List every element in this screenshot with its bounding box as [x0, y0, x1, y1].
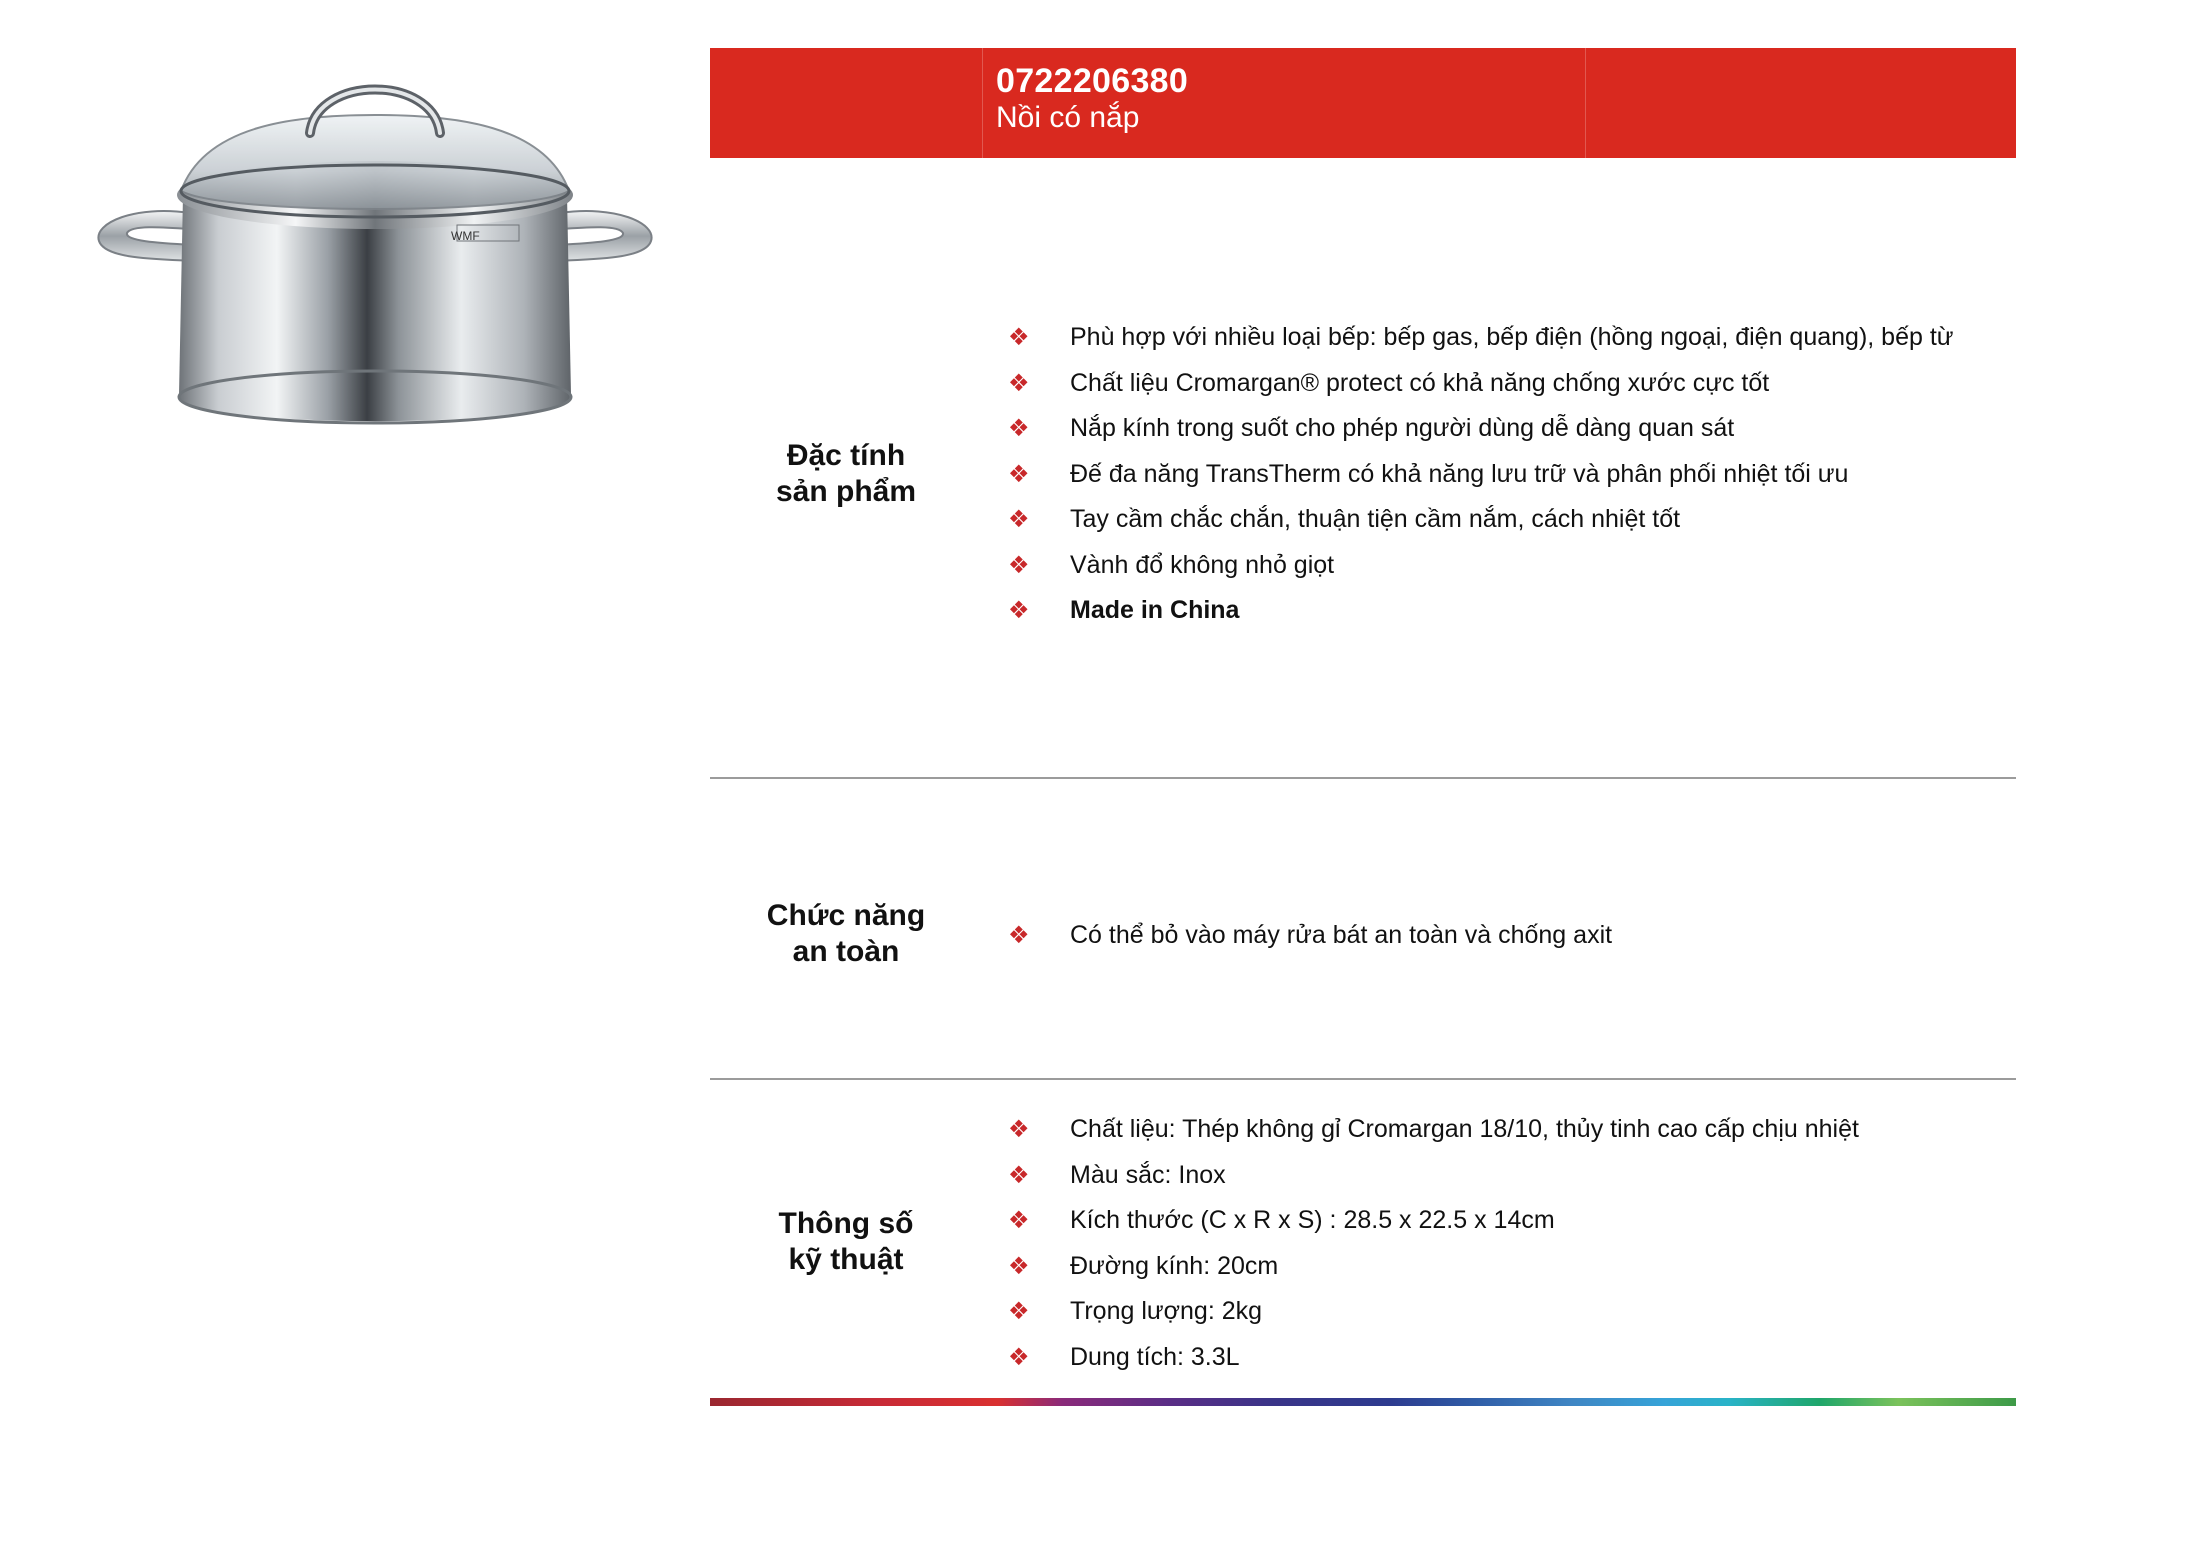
diamond-bullet-icon: ❖	[1008, 1298, 1030, 1325]
list-item: ❖ Dung tích: 3.3L	[1008, 1335, 1859, 1381]
section-label-line: Chức năng	[766, 899, 926, 932]
diamond-bullet-icon: ❖	[1008, 1343, 1030, 1371]
features-list	[1008, 315, 1954, 634]
section-label-line: kỹ thuật	[788, 1243, 904, 1276]
list-item: ❖ Chất liệu Cromargan® protect có khả năng chống xước cực tốt	[1008, 361, 1954, 407]
section-label-line: Đặc tính	[786, 439, 906, 472]
section-label-line: Thông số	[778, 1207, 914, 1240]
section-label-features	[710, 438, 982, 510]
specs-list	[1008, 1107, 1859, 1380]
product-image-pot	[95, 45, 655, 455]
section-label-line: sản phẩm	[775, 475, 917, 508]
diamond-bullet-icon: ❖	[1008, 1116, 1030, 1143]
diamond-bullet-icon: ❖	[1008, 324, 1030, 351]
section-divider	[710, 777, 2016, 779]
list-item: ❖ Tay cầm chắc chắn, thuận tiện cầm nắm, cách nhiệt tốt	[1008, 497, 1954, 543]
diamond-bullet-icon: ❖	[1008, 460, 1030, 488]
list-item: ❖ Đường kính: 20cm	[1008, 1244, 1859, 1290]
section-label-specs	[710, 1206, 982, 1278]
svg-text:WMF: WMF	[451, 229, 480, 243]
list-item: ❖ Nắp kính trong suốt cho phép người dùng dễ dàng quan sát	[1008, 406, 1954, 452]
diamond-bullet-icon: ❖	[1008, 1161, 1030, 1189]
list-item: ❖ Chất liệu: Thép không gỉ Cromargan 18/10, thủy tinh cao cấp chịu nhiệt	[1008, 1107, 1859, 1153]
product-name: Nồi có nắp	[996, 101, 1140, 134]
list-item: ❖ Phù hợp với nhiều loại bếp: bếp gas, bếp điện (hồng ngoại, điện quang), bếp từ	[1008, 315, 1954, 361]
list-item: ❖ Made in China	[1008, 588, 1954, 634]
list-item: ❖ Có thể bỏ vào máy rửa bát an toàn và chống axit	[1008, 913, 1612, 959]
diamond-bullet-icon: ❖	[1008, 1252, 1030, 1280]
color-strip-footer	[710, 1398, 2016, 1406]
section-label-safety	[710, 898, 982, 970]
list-item: ❖ Màu sắc: Inox	[1008, 1153, 1859, 1199]
product-code: 0722206380	[996, 62, 1189, 100]
list-item: ❖ Trọng lượng: 2kg	[1008, 1289, 1859, 1335]
header-bar	[710, 48, 2016, 158]
diamond-bullet-icon: ❖	[1008, 551, 1030, 579]
list-item: ❖ Đế đa năng TransTherm có khả năng lưu trữ và phân phối nhiệt tối ưu	[1008, 452, 1954, 498]
diamond-bullet-icon: ❖	[1008, 415, 1030, 442]
diamond-bullet-icon: ❖	[1008, 506, 1030, 533]
safety-list	[1008, 913, 1612, 959]
diamond-bullet-icon: ❖	[1008, 369, 1030, 397]
diamond-bullet-icon: ❖	[1008, 922, 1030, 949]
list-item: ❖ Vành đổ không nhỏ giọt	[1008, 543, 1954, 589]
diamond-bullet-icon: ❖	[1008, 1207, 1030, 1234]
section-divider	[710, 1078, 2016, 1080]
header-separator	[982, 48, 983, 158]
header-separator	[1585, 48, 1586, 158]
section-label-line: an toàn	[792, 935, 900, 968]
list-item: ❖ Kích thước (C x R x S) : 28.5 x 22.5 x 14cm	[1008, 1198, 1859, 1244]
diamond-bullet-icon: ❖	[1008, 597, 1030, 624]
